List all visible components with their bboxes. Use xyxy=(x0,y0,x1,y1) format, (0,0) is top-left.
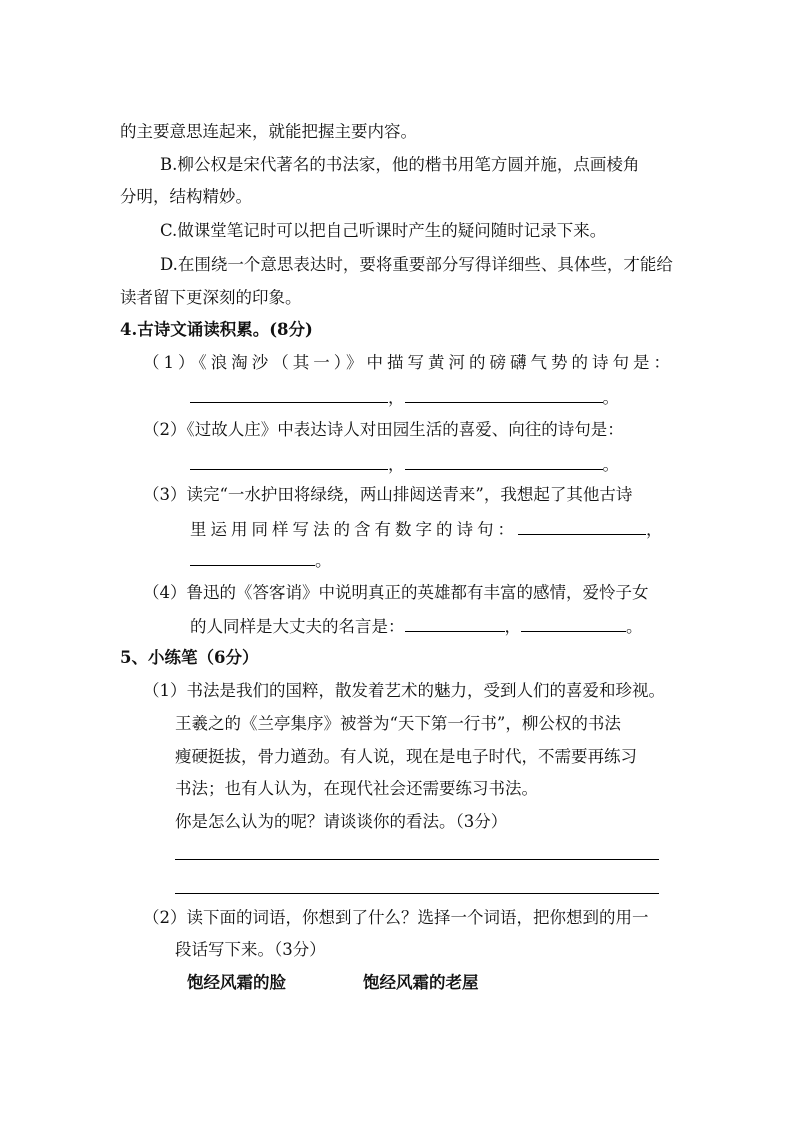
answer-blank[interactable] xyxy=(405,386,603,403)
q5-part1-line1: （1）书法是我们的国粹，散发着艺术的魅力，受到人们的喜爱和珍视。 xyxy=(143,681,665,700)
q3-continuation-text: 的主要意思连起来，就能把握主要内容。 xyxy=(120,122,417,141)
answer-blank[interactable] xyxy=(190,549,315,566)
answer-blank[interactable] xyxy=(190,386,388,403)
q4-part2-answer-line xyxy=(190,453,619,476)
q5-part1-line3: 瘦硬挺拔，骨力遒劲。有人说，现在是电子时代，不需要再练习 xyxy=(175,747,637,766)
comma: ， xyxy=(504,617,521,636)
q5-part2-line2: 段话写下来。（3分） xyxy=(175,940,326,959)
q3-option-d-line1: D.在围绕一个意思表达时，要将重要部分写得详细些、具体些，才能给 xyxy=(160,255,673,274)
comma: ， xyxy=(646,520,663,539)
q4-part3-prompt-line1: （3）读完“一水护田将绿绕，两山排闼送青来”，我想起了其他古诗 xyxy=(143,485,633,504)
q5-word-option-2: 饱经风霜的老屋 xyxy=(363,973,479,992)
period: 。 xyxy=(626,617,643,636)
q4-part1-prompt: （1）《浪淘沙（其一）》中描写黄河的磅礴气势的诗句是： xyxy=(143,353,674,372)
answer-blank[interactable] xyxy=(190,453,388,470)
q4-part3-answer-line xyxy=(190,549,332,572)
q5-word-option-1: 饱经风霜的脸 xyxy=(187,973,286,992)
answer-blank[interactable] xyxy=(518,518,646,535)
period: 。 xyxy=(602,388,619,407)
q4-part3-prompt-text: 里运用同样写法的含有数字的诗句： xyxy=(190,520,518,539)
q3-option-b-line1: B.柳公权是宋代著名的书法家，他的楷书用笔方圆并施，点画棱角 xyxy=(160,155,640,174)
q4-part4-prompt-line2 xyxy=(190,615,643,638)
q4-part3-prompt-line2 xyxy=(190,518,663,541)
writing-line[interactable] xyxy=(175,893,659,894)
comma: ， xyxy=(388,388,405,407)
q5-part1-line4: 书法；也有人认为，在现代社会还需要练习书法。 xyxy=(175,779,538,798)
q3-option-b-line2: 分明，结构精妙。 xyxy=(120,187,252,206)
period: 。 xyxy=(602,455,619,474)
answer-blank[interactable] xyxy=(405,453,603,470)
q4-heading: 4.古诗文诵读积累。(8分) xyxy=(120,320,313,339)
writing-line[interactable] xyxy=(175,859,659,860)
q4-part1-answer-line xyxy=(190,386,619,409)
q5-part1-question: 你是怎么认为的呢？请谈谈你的看法。（3分） xyxy=(175,812,508,831)
period: 。 xyxy=(315,551,332,570)
q4-part4-prompt-text: 的人同样是大丈夫的名言是： xyxy=(190,617,405,636)
comma: ， xyxy=(388,455,405,474)
q5-heading: 5、小练笔（6分） xyxy=(120,648,259,667)
q4-part4-prompt-line1: （4）鲁迅的《答客诮》中说明真正的英雄都有丰富的感情，爱怜子女 xyxy=(143,583,649,602)
q3-option-d-line2: 读者留下更深刻的印象。 xyxy=(120,288,302,307)
q5-part2-line1: （2）读下面的词语，你想到了什么？选择一个词语，把你想到的用一 xyxy=(143,908,649,927)
q4-part2-prompt: （2）《过故人庄》中表达诗人对田园生活的喜爱、向往的诗句是： xyxy=(143,420,624,439)
answer-blank[interactable] xyxy=(521,615,626,632)
q3-option-c: C.做课堂笔记时可以把自己听课时产生的疑问随时记录下来。 xyxy=(160,221,607,240)
answer-blank[interactable] xyxy=(405,615,505,632)
q5-part1-line2: 王羲之的《兰亭集序》被誉为“天下第一行书”，柳公权的书法 xyxy=(175,714,621,733)
